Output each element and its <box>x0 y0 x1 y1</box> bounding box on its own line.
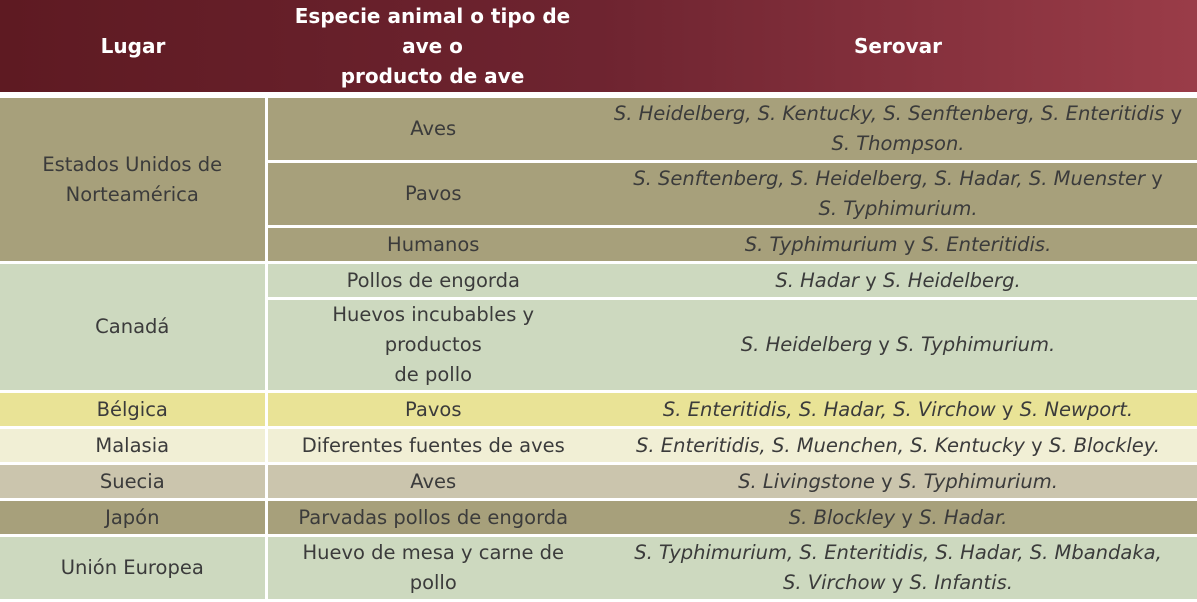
serovar-text: S. Hadar. <box>919 505 1008 529</box>
serovar-text: S. Senftenberg, S. Heidelberg, S. Hadar, S. Muenster <box>633 167 1146 190</box>
table-header <box>0 0 1197 97</box>
conjunction: y <box>1031 433 1043 457</box>
serovar-cell <box>599 464 1197 500</box>
species-cell: Pavos <box>266 392 599 428</box>
serovar-text: S. Typhimurium. <box>818 197 978 220</box>
header-especie-line1: Especie animal o tipo de ave o <box>294 4 571 58</box>
place-cell <box>0 97 266 263</box>
conjunction: y <box>878 333 890 356</box>
conjunction: y <box>1001 397 1014 421</box>
serovar-cell <box>599 227 1197 263</box>
conjunction: y <box>891 571 904 594</box>
header-serovar: Serovar <box>854 34 942 58</box>
species-cell: Aves <box>266 464 599 500</box>
species-cell: Huevo de mesa y carne de pollo <box>266 536 599 601</box>
place-line2: Norteamérica <box>65 182 199 206</box>
header-especie-line2: producto de ave <box>340 64 525 88</box>
table-row <box>0 263 1197 299</box>
serovar-text: S. Livingstone <box>738 469 875 493</box>
serovar-text: S. Typhimurium <box>744 232 898 256</box>
place-cell: Canadá <box>0 263 266 392</box>
serovar-cell <box>599 428 1197 464</box>
serovar-cell <box>599 263 1197 299</box>
species-line1: Huevos incubables y productos <box>332 303 535 356</box>
serovar-text: S. Typhimurium, S. Enteritidis, S. Hadar, S. Mbandaka, <box>634 541 1162 564</box>
serovar-text: S. Heidelberg, S. Kentucky, S. Senftenberg, S. Enteritidis <box>613 102 1165 125</box>
place-line1: Estados Unidos de <box>42 152 223 176</box>
serovar-text: S. Virchow <box>783 571 886 594</box>
species-cell: Pollos de engorda <box>266 263 599 299</box>
header-especie <box>266 0 599 92</box>
serovar-text: S. Infantis. <box>909 571 1013 594</box>
table-row <box>0 500 1197 536</box>
conjunction: y <box>1151 167 1163 190</box>
serovar-text: S. Heidelberg. <box>883 268 1021 292</box>
serovar-cell <box>599 536 1197 601</box>
place-cell: Japón <box>0 500 266 536</box>
serovar-cell <box>599 97 1197 162</box>
serovar-text: S. Typhimurium. <box>898 469 1058 493</box>
serovar-text: S. Enteritidis, S. Muenchen, S. Kentucky <box>636 433 1025 457</box>
table-row <box>0 97 1197 162</box>
species-cell: Humanos <box>266 227 599 263</box>
table-row <box>0 536 1197 601</box>
serovar-cell <box>599 392 1197 428</box>
serovar-text: S. Typhimurium. <box>896 333 1056 356</box>
conjunction: y <box>901 505 913 529</box>
serovar-cell <box>599 299 1197 392</box>
place-cell: Bélgica <box>0 392 266 428</box>
serovar-text: S. Hadar <box>775 268 860 292</box>
table-row <box>0 428 1197 464</box>
serovar-cell <box>599 500 1197 536</box>
species-cell <box>266 299 599 392</box>
table-row <box>0 464 1197 500</box>
species-line2: de pollo <box>394 363 473 386</box>
species-cell: Parvadas pollos de engorda <box>266 500 599 536</box>
serovar-text: S. Heidelberg <box>740 333 873 356</box>
place-cell: Suecia <box>0 464 266 500</box>
conjunction: y <box>881 469 893 493</box>
conjunction: y <box>865 268 877 292</box>
serovar-text: S. Thompson. <box>831 132 965 155</box>
species-cell: Diferentes fuentes de aves <box>266 428 599 464</box>
serovar-text: S. Blockley. <box>1048 433 1160 457</box>
serovar-text: S. Enteritidis, S. Hadar, S. Virchow <box>662 397 996 421</box>
header-lugar: Lugar <box>100 34 166 58</box>
serovar-text: S. Blockley <box>788 505 896 529</box>
serovar-cell <box>599 162 1197 227</box>
serovar-text: S. Newport. <box>1019 397 1134 421</box>
conjunction: y <box>1170 102 1183 125</box>
species-cell: Pavos <box>266 162 599 227</box>
species-cell: Aves <box>266 97 599 162</box>
place-cell: Malasia <box>0 428 266 464</box>
conjunction: y <box>903 232 916 256</box>
serovar-text: S. Enteritidis. <box>921 232 1052 256</box>
place-cell: Unión Europea <box>0 536 266 601</box>
table-row <box>0 392 1197 428</box>
